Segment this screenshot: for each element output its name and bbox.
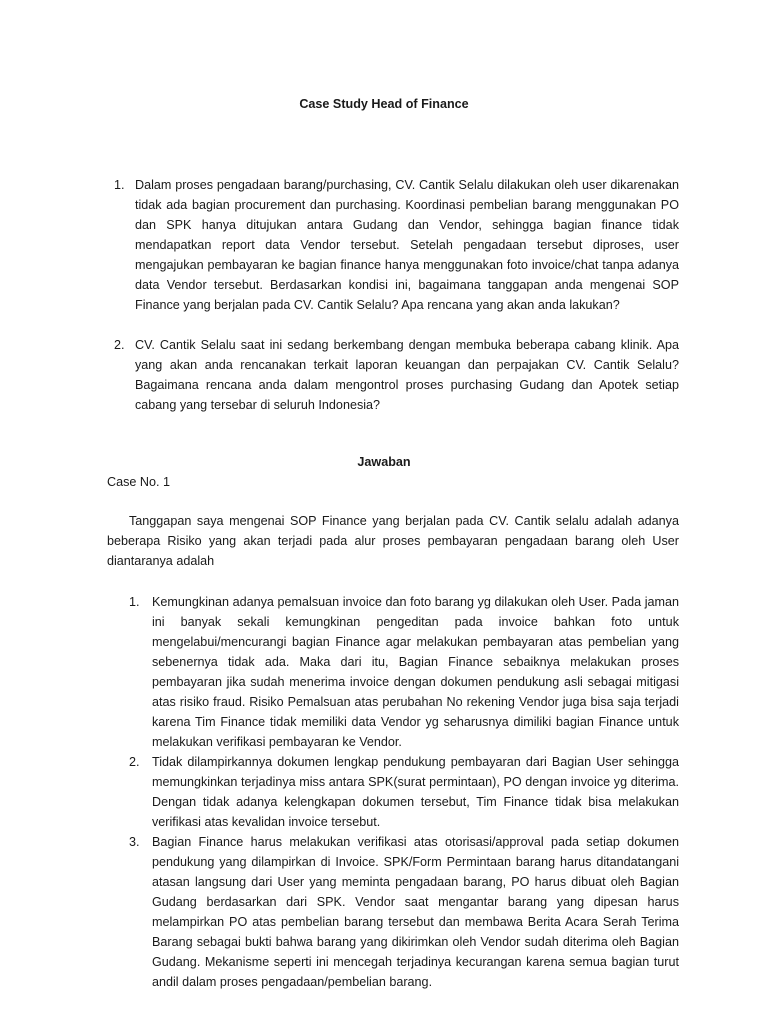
answer-item <box>107 592 679 752</box>
question-item <box>107 175 679 315</box>
answer-text: Kemungkinan adanya pemalsuan invoice dan foto barang yg dilakukan oleh User. Pada jaman ini banyak sekali kemungkinan pengeditan pada invoice bahkan foto untuk mengelabui/mencurangi bagian Finance agar melakukan pembayaran atas pembelian yang sebenernya tidak ada. Maka dari itu, Bagian Finance sebaiknya melakukan proses pembayaran jika sudah menerima invoice dengan dokumen pendukung asli sebagai mitigasi atas risiko fraud. Risiko Pemalsuan atas perubahan No rekening Vendor juga bisa saja terjadi karena Tim Finance tidak memiliki data Vendor yg seharusnya dimiliki bagian Finance untuk melakukan verifikasi pembayaran ke Vendor. <box>152 595 679 749</box>
document-title: Case Study Head of Finance <box>299 97 469 111</box>
answer-item <box>107 832 679 992</box>
question-item <box>107 335 679 415</box>
answer-text: Bagian Finance harus melakukan verifikasi atas otorisasi/approval pada setiap dokumen pendukung yang dilampirkan di Invoice. SPK/Form Permintaan barang harus ditandatangani atasan langsung dari User yang meminta pengadaan barang, PO harus dibuat oleh Bagian Gudang berdasarkan dari SPK. Vendor saat mengantar barang yang dipesan harus melampirkan PO atas pembelian barang tersebut dan membawa Berita Acara Serah Terima Barang sebagai bukti bahwa barang yang dikirimkan oleh Vendor sudah diterima oleh Bagian Gudang. Mekanisme seperti ini mencegah terjadinya kecurangan karena semua bagian turut andil dalam proses pengadaan/pembelian barang. <box>152 835 679 989</box>
answer-heading: Jawaban <box>357 455 411 469</box>
answer-item <box>107 752 679 832</box>
question-list <box>107 175 679 435</box>
question-text: Dalam proses pengadaan barang/purchasing, CV. Cantik Selalu dilakukan oleh user dikarenakan tidak ada bagian procurement dan purchasing. Koordinasi pembelian barang menggunakan PO dan SPK hanya ditujukan antara Gudang dan Vendor, sehingga bagian finance tidak mendapatkan report data Vendor tersebut. Setelah pengadaan tersebut diproses, user mengajukan pembayaran ke bagian finance hanya menggunakan foto invoice/chat tanpa adanya data Vendor tersebut. Berdasarkan kondisi ini, bagaimana tanggapan anda mengenai SOP Finance yang berjalan pada CV. Cantik Selalu? Apa rencana yang akan anda lakukan? <box>135 178 679 312</box>
case-label: Case No. 1 <box>107 475 170 489</box>
question-number: 1. <box>114 178 125 192</box>
intro-paragraph: Tanggapan saya mengenai SOP Finance yang berjalan pada CV. Cantik selalu adalah adanya beberapa Risiko yang akan terjadi pada alur proses pembayaran pengadaan barang oleh User diantaranya adalah <box>107 514 679 568</box>
answer-list <box>107 592 679 992</box>
answer-text: Tidak dilampirkannya dokumen lengkap pendukung pembayaran dari Bagian User sehingga memungkinkan terjadinya miss antara SPK(surat permintaan), PO dengan invoice yg diterima. Dengan tidak adanya kelengkapan dokumen tersebut, Tim Finance tidak bisa melakukan verifikasi atas kevalidan invoice tersebut. <box>152 755 679 829</box>
question-number: 2. <box>114 338 125 352</box>
answer-number: 2. <box>129 755 140 769</box>
answer-number: 3. <box>129 835 140 849</box>
answer-number: 1. <box>129 595 140 609</box>
question-text: CV. Cantik Selalu saat ini sedang berkembang dengan membuka beberapa cabang klinik. Apa yang akan anda rencanakan terkait laporan keuangan dan perpajakan CV. Cantik Selalu? Bagaimana rencana anda dalam mengontrol proses purchasing Gudang dan Apotek setiap cabang yang tersebar di seluruh Indonesia? <box>135 338 679 412</box>
